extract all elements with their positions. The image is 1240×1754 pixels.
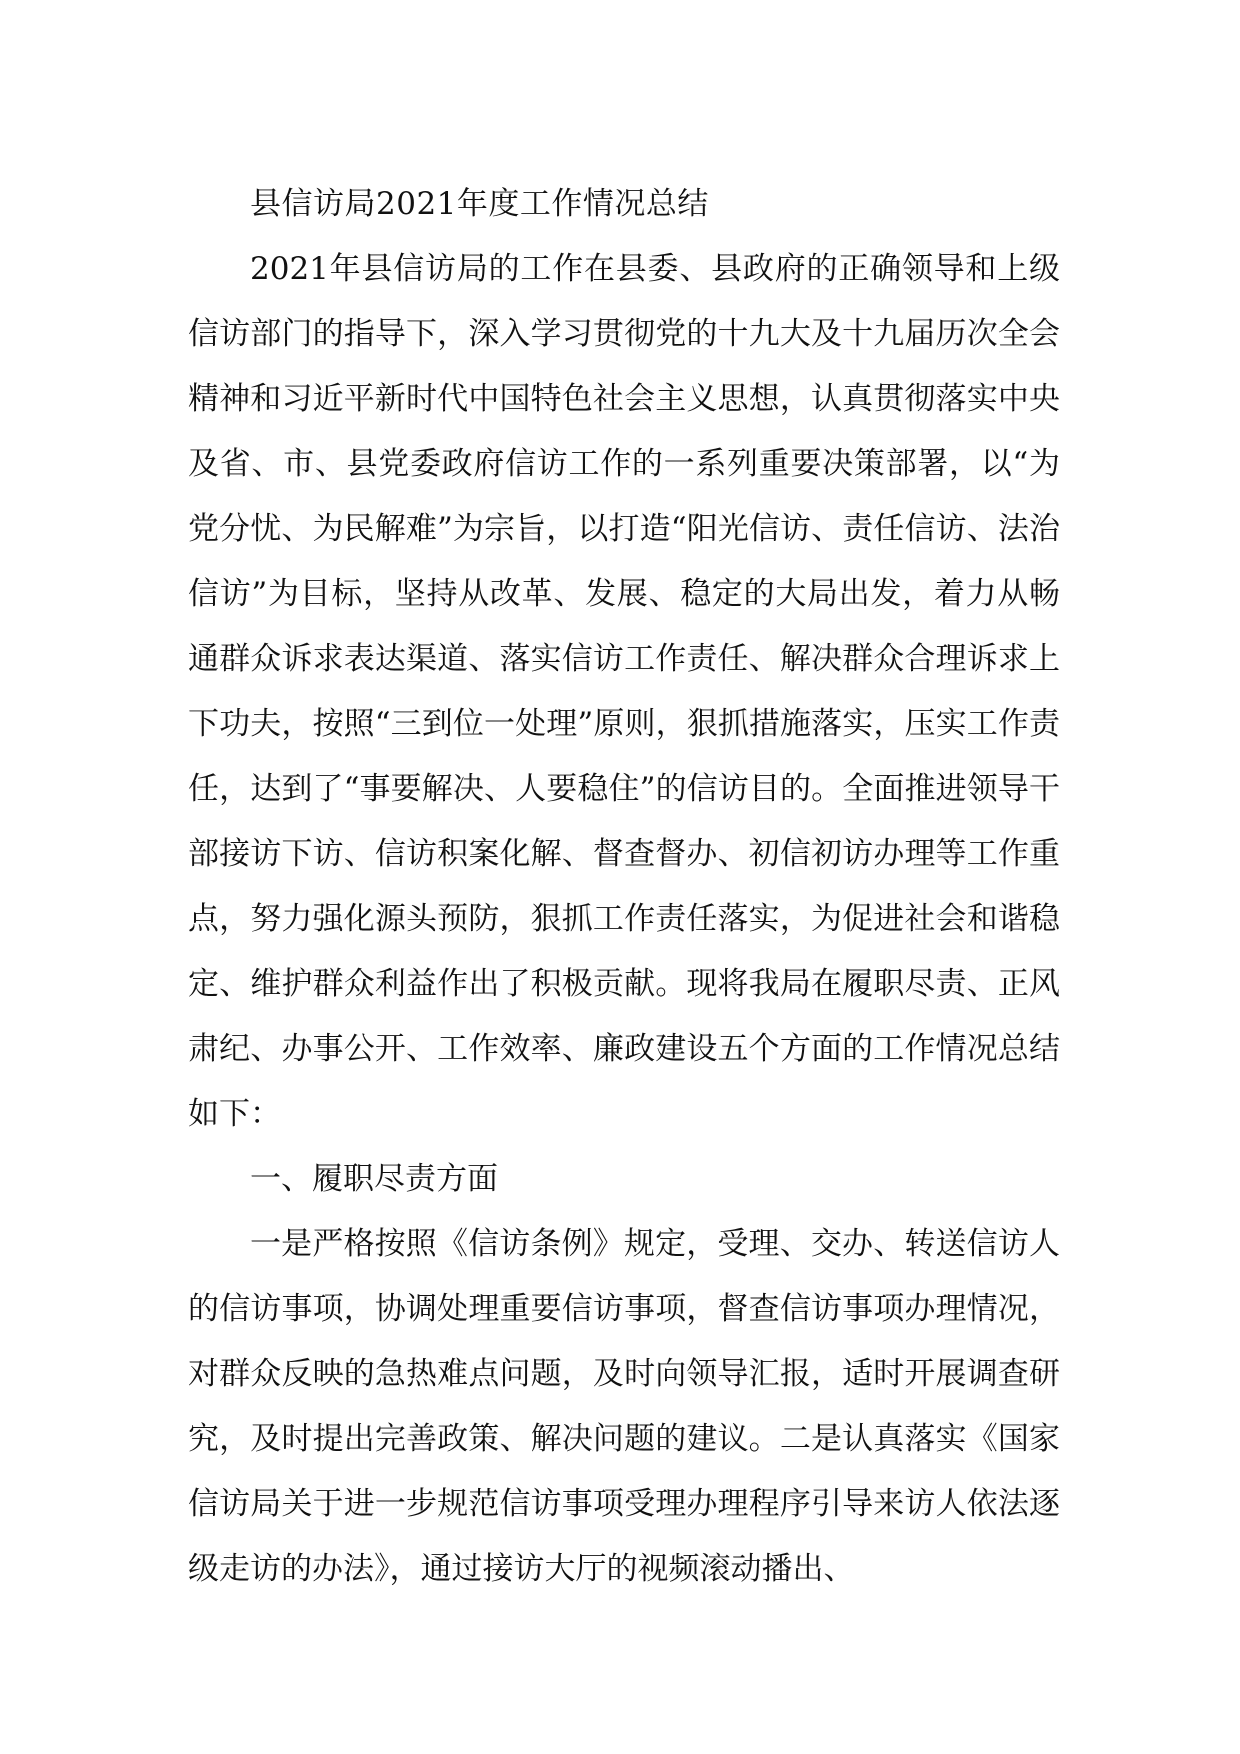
document-title: 县信访局2021年度工作情况总结 — [250, 186, 709, 222]
section-heading: 一、履职尽责方面 — [250, 1161, 498, 1197]
section-paragraph: 一是严格按照《信访条例》规定，受理、交办、转送信访人的信访事项，协调处理重要信访事项，督查信访事项办理情况，对群众反映的急热难点问题，及时向领导汇报，适时开展调查研究，及时提出完善政策、解决问题的建议。二是认真落实《国家信访局关于进一步规范信访事项受理办理程序引导来访人依法逐级走访的办法》，通过接访大厅的视频滚动播出、 — [188, 1226, 1060, 1587]
document-body — [188, 172, 1060, 1602]
intro-paragraph: 2021年县信访局的工作在县委、县政府的正确领导和上级信访部门的指导下，深入学习贯彻党的十九大及十九届历次全会精神和习近平新时代中国特色社会主义思想，认真贯彻落实中央及省、市、县党委政府信访工作的一系列重要决策部署，以“为党分忧、为民解难”为宗旨，以打造“阳光信访、责任信访、法治信访”为目标，坚持从改革、发展、稳定的大局出发，着力从畅通群众诉求表达渠道、落实信访工作责任、解决群众合理诉求上下功夫，按照“三到位一处理”原则，狠抓措施落实，压实工作责任，达到了“事要解决、人要稳住”的信访目的。全面推进领导干部接访下访、信访积案化解、督查督办、初信初访办理等工作重点，努力强化源头预防，狠抓工作责任落实，为促进社会和谐稳定、维护群众利益作出了积极贡献。现将我局在履职尽责、正风肃纪、办事公开、工作效率、廉政建设五个方面的工作情况总结如下： — [188, 251, 1060, 1132]
